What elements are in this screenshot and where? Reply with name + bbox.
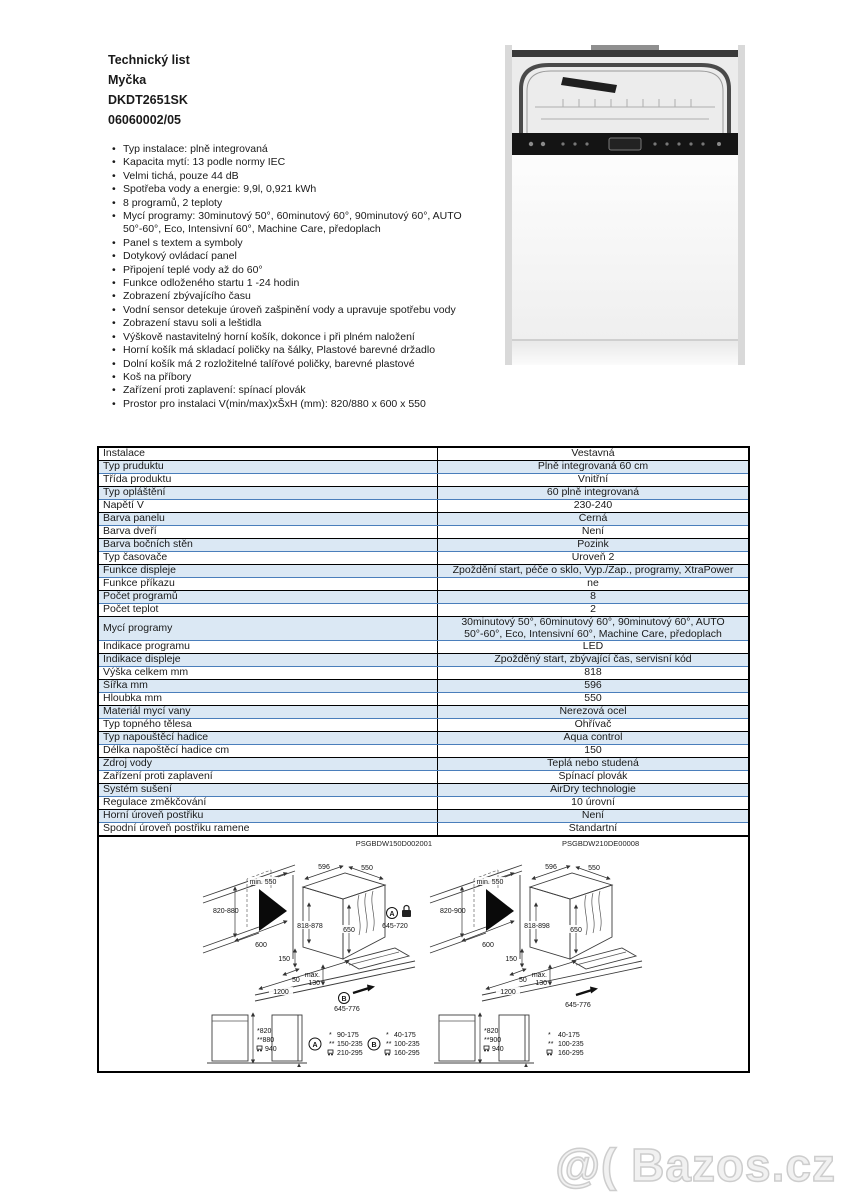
table-row: [98, 797, 749, 810]
top-frame: [512, 50, 738, 57]
spec-label-cell: Napětí V: [98, 500, 438, 513]
spec-label-cell: Délka napoštěcí hadice cm: [98, 745, 438, 758]
dim-door: 650: [570, 927, 582, 934]
spec-label-cell: Typ pruduktu: [98, 461, 438, 474]
feature-item: • Dotykový ovládací panel: [112, 250, 474, 263]
svg-text:160-295: 160-295: [558, 1050, 584, 1057]
spec-value-cell: 60 plně integrovaná: [438, 487, 750, 500]
table-row: [98, 719, 749, 732]
spec-value-cell: 230-240: [438, 500, 750, 513]
table-row: [98, 732, 749, 745]
table-row: [98, 591, 749, 604]
feature-item: • Zobrazení zbývajícího času: [112, 290, 474, 303]
spec-table: [97, 446, 750, 837]
feature-item: • Zobrazení stavu soli a leštidla: [112, 317, 474, 330]
spec-label-cell: Typ opláštění: [98, 487, 438, 500]
svg-text:**: **: [548, 1041, 554, 1048]
table-row: [98, 667, 749, 680]
tub-interior: [512, 57, 738, 133]
spec-value-cell: Aqua control: [438, 732, 750, 745]
feature-item: • Připojení teplé vody až do 60°: [112, 264, 474, 277]
table-row: [98, 693, 749, 706]
spec-label-cell: Hloubka mm: [98, 693, 438, 706]
dim-max-value: 130: [535, 980, 547, 987]
direction-arrow-icon: [353, 985, 375, 994]
spec-value-cell: Černá: [438, 513, 750, 526]
dim-depth: 550: [588, 865, 600, 872]
spec-label-cell: Výška celkem mm: [98, 667, 438, 680]
spec-label-cell: Počet programů: [98, 591, 438, 604]
spec-label-cell: Systém sušení: [98, 784, 438, 797]
spec-value-cell: Není: [438, 810, 750, 823]
dim-plinth: 150: [278, 956, 290, 963]
spec-label-cell: Instalace: [98, 447, 438, 461]
trolley-icon: [257, 1046, 262, 1052]
spec-value-cell: 10 úrovní: [438, 797, 750, 810]
table-row: [98, 604, 749, 617]
diagram-code-left: PSGBDW150D002001: [355, 839, 432, 848]
feature-item: • Koš na příbory: [112, 371, 474, 384]
spec-label-cell: Typ časovače: [98, 552, 438, 565]
product-photo: [505, 45, 745, 365]
feature-item: • Zařízení proti zaplavení: spínací plovák: [112, 384, 474, 397]
spec-table-body: [98, 447, 749, 836]
doc-subtitle: Myčka: [108, 73, 147, 87]
table-row: [98, 758, 749, 771]
table-row: [98, 526, 749, 539]
table-row: [98, 513, 749, 526]
dim-plinth: 150: [505, 956, 517, 963]
dim-max-word: max.: [304, 972, 320, 979]
spec-value-cell: 2: [438, 604, 750, 617]
dim-max-word: max.: [531, 972, 547, 979]
dim-niche-width: 600: [255, 942, 267, 949]
plinth-panel: [512, 341, 738, 365]
spec-value-cell: LED: [438, 641, 750, 654]
diagram-code-right: PSGBDW210DE00008: [562, 839, 640, 848]
dim-niche-depth: min. 550: [476, 879, 504, 886]
feature-items: [112, 143, 474, 411]
table-row: [98, 500, 749, 513]
dim-max-value: 130: [308, 980, 320, 987]
trolley-icon: [484, 1046, 489, 1052]
feature-item: • Prostor pro instalaci V(min/max)xŠxH (mm): 820/880 x 600 x 550: [112, 398, 474, 411]
feature-item: • Velmi tichá, pouze 44 dB: [112, 170, 474, 183]
door-gap: [512, 339, 738, 341]
table-row: [98, 641, 749, 654]
cabinet-side-left: [505, 45, 512, 365]
table-row: [98, 447, 749, 461]
feature-item: • 8 programů, 2 teploty: [112, 197, 474, 210]
spec-value-cell: Není: [438, 526, 750, 539]
table-row: [98, 823, 749, 837]
spec-section: [97, 446, 750, 1073]
spec-label-cell: Zařízení proti zaplavení: [98, 771, 438, 784]
table-row: [98, 461, 749, 474]
spec-label-cell: Třída produktu: [98, 474, 438, 487]
spec-value-cell: 596: [438, 680, 750, 693]
lock-icon: [402, 906, 411, 918]
spec-value-cell: AirDry technologie: [438, 784, 750, 797]
dim-slide-range: 645-776: [565, 1002, 591, 1009]
dim-height: 818-878: [297, 923, 323, 930]
appliance-box: [482, 873, 642, 1001]
watermark: @( Bazos.cz: [555, 1139, 836, 1191]
feature-item: • Funkce odloženého startu 1 -24 hodin: [112, 277, 474, 290]
trolley-icon: [328, 1050, 333, 1056]
svg-text:40-175: 40-175: [558, 1032, 580, 1039]
spec-value-cell: 30minutový 50°, 60minutový 60°, 90minutový 60°, AUTO 50°-60°, Eco, Intensivní 60°, Machine Care, předoplach: [438, 617, 750, 641]
cabinet-h1: *820: [257, 1028, 272, 1035]
svg-text:100-235: 100-235: [394, 1041, 420, 1048]
table-row: [98, 771, 749, 784]
svg-text:A: A: [389, 910, 395, 918]
svg-text:90-175: 90-175: [337, 1032, 359, 1039]
dim-niche-width: 600: [482, 942, 494, 949]
dim-height: 818-898: [524, 923, 550, 930]
svg-text:B: B: [341, 995, 347, 1003]
svg-text:**: **: [329, 1041, 335, 1048]
spec-label-cell: Barva bočních stěn: [98, 539, 438, 552]
spec-value-cell: Nerezová ocel: [438, 706, 750, 719]
spec-value-cell: Uroveň 2: [438, 552, 750, 565]
feature-item: • Vodní sensor detekuje úroveň zašpinění vody a upravuje spotřebu vody: [112, 304, 474, 317]
spec-value-cell: Pozink: [438, 539, 750, 552]
cabinet-h1: *820: [484, 1028, 499, 1035]
svg-text:160-295: 160-295: [394, 1050, 420, 1057]
table-row: [98, 654, 749, 667]
spec-label-cell: Zdroj vody: [98, 758, 438, 771]
svg-text:100-235: 100-235: [558, 1041, 584, 1048]
dim-niche-depth: min. 550: [249, 879, 277, 886]
table-row: [98, 706, 749, 719]
dim-niche-height: 820-900: [440, 908, 466, 915]
spec-value-cell: 550: [438, 693, 750, 706]
spec-value-cell: Zpoždění start, péče o sklo, Vyp./Zap., programy, XtraPower: [438, 565, 750, 578]
spec-label-cell: Indikace programu: [98, 641, 438, 654]
dim-width: 596: [318, 864, 330, 871]
spec-label-cell: Mycí programy: [98, 617, 438, 641]
spec-value-cell: Plně integrovaná 60 cm: [438, 461, 750, 474]
cabinet-h2: **880: [257, 1037, 275, 1044]
dim-inset: 50: [519, 977, 527, 984]
cabinet-h3: 940: [265, 1046, 277, 1053]
spec-value-cell: Zpožděný start, zbývající čas, servisní kód: [438, 654, 750, 667]
spec-value-cell: Ohřívač: [438, 719, 750, 732]
svg-text:*: *: [329, 1032, 332, 1039]
trolley-icon: [385, 1050, 390, 1056]
door-front: [512, 155, 738, 339]
dim-door: 650: [343, 927, 355, 934]
spec-label-cell: Barva panelu: [98, 513, 438, 526]
diagram-right: [426, 849, 659, 1067]
feature-item: • Horní košík má skladací poličky na šálky, Plastové barevné držadlo: [112, 344, 474, 357]
spec-value-cell: Vnitřní: [438, 474, 750, 487]
svg-text:40-175: 40-175: [394, 1032, 416, 1039]
table-row: [98, 810, 749, 823]
dim-clearance: 1200: [500, 989, 516, 996]
table-row: [98, 474, 749, 487]
spec-label-cell: Regulace změkčování: [98, 797, 438, 810]
legend: [547, 1032, 584, 1057]
table-row: [98, 578, 749, 591]
feature-item: • Dolní košík má 2 rozložitelné talířové poličky, barevné plastové: [112, 358, 474, 371]
feature-item: • Mycí programy: 30minutový 50°, 60minutový 60°, 90minutový 60°, AUTO 50°-60°, Eco, Intensivní 60°, Machine Care, předoplach: [112, 210, 474, 237]
dim-depth: 550: [361, 865, 373, 872]
model-number: DKDT2651SK: [108, 93, 188, 107]
svg-text:**: **: [386, 1041, 392, 1048]
spec-label-cell: Typ topného tělesa: [98, 719, 438, 732]
svg-text:*: *: [548, 1032, 551, 1039]
spec-value-cell: Teplá nebo studená: [438, 758, 750, 771]
table-row: [98, 784, 749, 797]
spec-label-cell: Spodní úroveň postřiku ramene: [98, 823, 438, 837]
svg-text:210-295: 210-295: [337, 1050, 363, 1057]
feature-item: • Panel s textem a symboly: [112, 237, 474, 250]
spec-label-cell: Funkce displeje: [98, 565, 438, 578]
direction-arrow-icon: [576, 987, 598, 996]
installation-diagrams: [97, 837, 750, 1073]
dim-b-range: 645-776: [334, 1006, 360, 1013]
spec-label-cell: Materiál mycí vany: [98, 706, 438, 719]
svg-text:150-235: 150-235: [337, 1041, 363, 1048]
spec-label-cell: Funkce příkazu: [98, 578, 438, 591]
dim-niche-height: 820-880: [213, 908, 239, 915]
feature-item: • Kapacita mytí: 13 podle normy IEC: [112, 156, 474, 169]
diagram-left: [199, 849, 432, 1067]
spec-label-cell: Šířka mm: [98, 680, 438, 693]
svg-text:B: B: [371, 1041, 377, 1049]
spec-value-cell: 150: [438, 745, 750, 758]
cabinet-side-right: [738, 45, 745, 365]
feature-item: • Typ instalace: plně integrovaná: [112, 143, 474, 156]
svg-text:*: *: [386, 1032, 389, 1039]
spec-label-cell: Barva dveří: [98, 526, 438, 539]
table-row: [98, 680, 749, 693]
spec-value-cell: 818: [438, 667, 750, 680]
legend-a: [309, 1032, 363, 1057]
table-row: [98, 617, 749, 641]
spec-label-cell: Počet teplot: [98, 604, 438, 617]
cabinet-h2: **900: [484, 1037, 502, 1044]
document-header: [108, 50, 190, 130]
dim-width: 596: [545, 864, 557, 871]
table-row: [98, 565, 749, 578]
cabinet-h3: 940: [492, 1046, 504, 1053]
spec-value-cell: Vestavná: [438, 447, 750, 461]
spec-value-cell: ne: [438, 578, 750, 591]
appliance-box: [255, 873, 415, 1001]
spec-value-cell: Spínací plovák: [438, 771, 750, 784]
feature-item: • Výškově nastavitelný horní košík, dokonce i při plném naložení: [112, 331, 474, 344]
feature-item: • Spotřeba vody a energie: 9,9l, 0,921 kWh: [112, 183, 474, 196]
dim-clearance: 1200: [273, 989, 289, 996]
dim-a-range: 645-720: [382, 923, 408, 930]
spec-label-cell: Horní úroveň postřiku: [98, 810, 438, 823]
table-row: [98, 552, 749, 565]
spec-value-cell: Standartní: [438, 823, 750, 837]
trolley-icon: [547, 1050, 552, 1056]
table-row: [98, 745, 749, 758]
svg-text:A: A: [312, 1041, 318, 1049]
table-row: [98, 539, 749, 552]
spec-value-cell: 8: [438, 591, 750, 604]
legend-b: [368, 1032, 420, 1057]
doc-title: Technický list: [108, 53, 190, 67]
spec-label-cell: Indikace displeje: [98, 654, 438, 667]
dim-inset: 50: [292, 977, 300, 984]
product-code: 06060002/05: [108, 113, 181, 127]
feature-list: [112, 143, 474, 411]
spec-label-cell: Typ napouštěcí hadice: [98, 732, 438, 745]
marker-a: [387, 906, 412, 919]
marker-b: [339, 985, 376, 1004]
table-row: [98, 487, 749, 500]
